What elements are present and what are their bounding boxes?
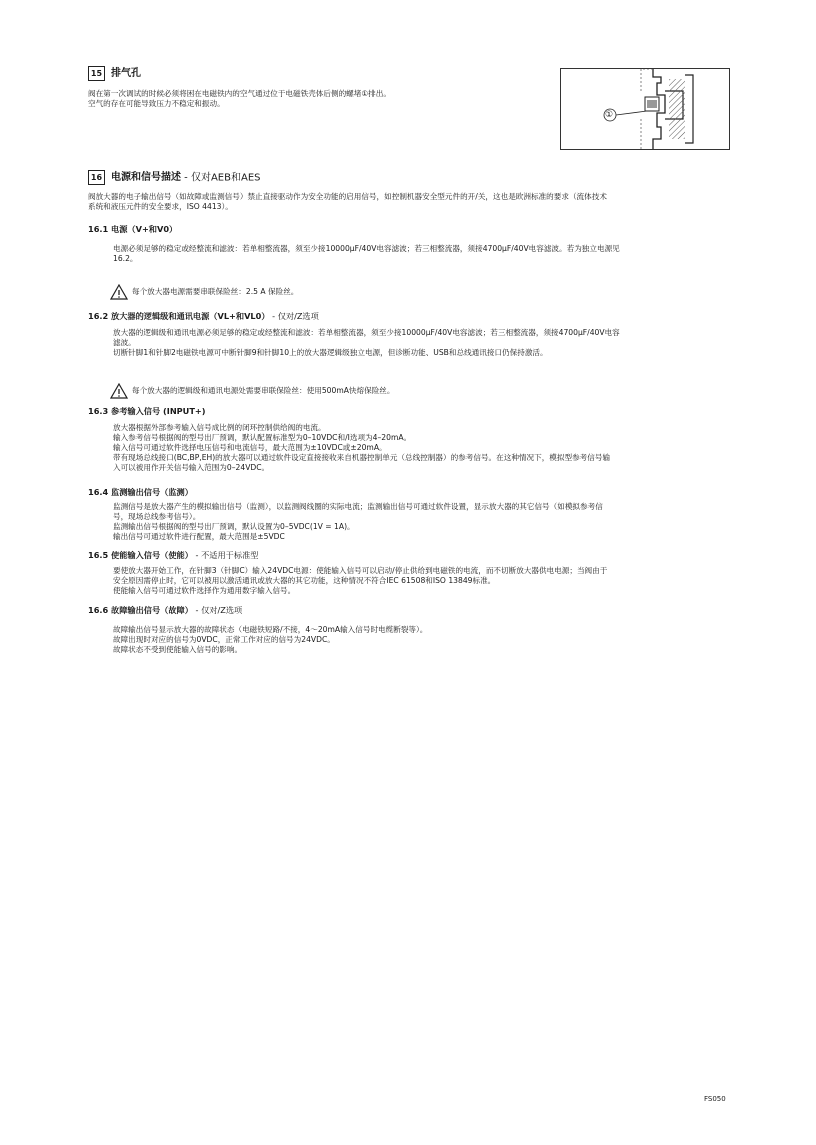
subsection-16-3-title: 16.3 参考输入信号 (INPUT+) — [88, 406, 206, 416]
warning-triangle-icon — [110, 383, 128, 399]
section-15-header — [88, 66, 141, 82]
s162-line-2: 滤波。 — [113, 338, 136, 347]
subsection-16-2-body — [113, 328, 738, 358]
section-16-title: 电源和信号描述 — [111, 171, 181, 183]
subsection-16-2-title — [88, 311, 319, 322]
section-15-line-2: 空气的存在可能导致压力不稳定和振动。 — [88, 99, 225, 108]
s164-line-1: 监测信号是放大器产生的模拟输出信号（监测），以监测阀线圈的实际电流；监测输出信号可通过软件设置，显示放大器的其它信号（如模拟参考信 — [113, 502, 603, 511]
footer-code: FS050 — [704, 1095, 726, 1103]
valve-section-drawing — [561, 69, 729, 149]
s163-line-5: 入可以被用作开关信号输入范围为0–24VDC。 — [113, 463, 270, 472]
s164-line-2: 号，现场总线参考信号）。 — [113, 512, 201, 521]
subsection-16-1-body — [113, 244, 738, 264]
s166-note: - 仅对/Z选项 — [192, 605, 243, 615]
s162-warning-text: 每个放大器的逻辑级和通讯电源处需要串联保险丝：使用500mA快熔保险丝。 — [132, 386, 395, 395]
s161-warning-text: 每个放大器电源需要串联保险丝：2.5 A 保险丝。 — [132, 287, 299, 296]
subsection-16-4-title: 16.4 监测输出信号（监测） — [88, 487, 193, 497]
s162-line-3: 切断针脚1和针脚2电磁铁电源可中断针脚9和针脚10上的放大器逻辑级独立电源，但诊断功能、USB和总线通讯接口仍保持激活。 — [113, 348, 548, 357]
s165-title-text: 16.5 使能输入信号（使能） — [88, 550, 193, 560]
bleed-screw-figure — [560, 68, 730, 150]
s163-line-4: 带有现场总线接口(BC,BP,EH)的放大器可以通过软件设定直接接收来自机器控制单元（总线控制器）的参考信号。在这种情况下，模拟型参考信号输 — [113, 453, 611, 462]
s161-line-2: 16.2。 — [113, 254, 138, 263]
subsection-16-5-title — [88, 550, 258, 561]
s162-line-1: 放大器的逻辑级和通讯电源必须足够的稳定或经整流和滤波：若单相整流器，须至少接10000μF/40V电容滤波；若三相整流器，须接4700μF/40V电容 — [113, 328, 620, 337]
subsection-16-3-body — [113, 423, 738, 473]
section-16-intro-line-2: 系统和液压元件的安全要求，ISO 4413）。 — [88, 202, 233, 211]
section-15-body — [88, 89, 548, 109]
s164-line-3: 监测输出信号根据阀的型号出厂预调，默认设置为0–5VDC(1V = 1A)。 — [113, 522, 355, 531]
s163-line-3: 输入信号可通过软件选择电压信号和电流信号，最大范围为±10VDC或±20mA。 — [113, 443, 387, 452]
s166-line-1: 故障输出信号显示放大器的故障状态（电磁铁短路/不接，4～20mA输入信号时电缆断裂等）。 — [113, 625, 428, 634]
subsection-16-5-body — [113, 566, 738, 596]
section-15-line-1: 阀在第一次调试的时候必须将困在电磁铁内的空气通过位于电磁铁壳体后侧的螺堵①排出。 — [88, 89, 391, 98]
section-16-header — [88, 170, 261, 186]
subsection-16-4-body — [113, 502, 738, 542]
section-15-number: 15 — [88, 66, 105, 81]
s161-line-1: 电源必须足够的稳定或经整流和滤波：若单相整流器，须至少接10000μF/40V电容滤波；若三相整流器，须接4700μF/40V电容滤波。若为独立电源见 — [113, 244, 620, 253]
s163-line-2: 输入参考信号根据阀的型号出厂预调，默认配置标准型为0–10VDC和/I选项为4–20mA。 — [113, 433, 412, 442]
s163-line-1: 放大器根据外部参考输入信号成比例的闭环控制供给阀的电流。 — [113, 423, 326, 432]
s166-line-2: 故障出现时对应的信号为0VDC，正常工作对应的信号为24VDC。 — [113, 635, 335, 644]
s161-warning — [110, 284, 298, 300]
s162-note: - 仅对/Z选项 — [269, 311, 319, 321]
s165-line-3: 使能输入信号可通过软件选择作为通用数字输入信号。 — [113, 586, 296, 595]
s162-warning — [110, 383, 395, 399]
section-16-intro — [88, 192, 738, 212]
s166-title-text: 16.6 故障输出信号（故障） — [88, 605, 193, 615]
s166-line-3: 故障状态不受到使能输入信号的影响。 — [113, 645, 243, 654]
s165-line-1: 要使放大器开始工作，在针脚3（针脚C）输入24VDC电源：使能输入信号可以启动/停止供给到电磁铁的电流，而不切断放大器供电电源；当阀由于 — [113, 566, 608, 575]
subsection-16-6-body — [113, 625, 738, 655]
s164-line-4: 输出信号可通过软件进行配置，最大范围是±5VDC — [113, 532, 285, 541]
callout-1-label: ① — [605, 110, 614, 120]
s165-note: - 不适用于标准型 — [192, 550, 259, 560]
section-16-number: 16 — [88, 170, 105, 185]
s165-line-2: 安全原因需停止时，它可以被用以激活通讯或放大器的其它功能，这种情况不符合IEC 61508和ISO 13849标准。 — [113, 576, 496, 585]
s162-title-text: 16.2 放大器的逻辑级和通讯电源（VL+和VL0） — [88, 311, 270, 321]
section-15-title: 排气孔 — [111, 67, 141, 79]
section-16-note: - 仅对AEB和AES — [181, 172, 261, 184]
section-16-intro-line-1: 阀放大器的电子输出信号（如故障或监测信号）禁止直接驱动作为安全功能的启用信号，如控制机器安全型元件的开/关，这也是欧洲标准的要求（流体技术 — [88, 192, 607, 201]
warning-triangle-icon — [110, 284, 128, 300]
subsection-16-1-title: 16.1 电源（V+和V0） — [88, 224, 178, 234]
subsection-16-6-title — [88, 605, 242, 616]
